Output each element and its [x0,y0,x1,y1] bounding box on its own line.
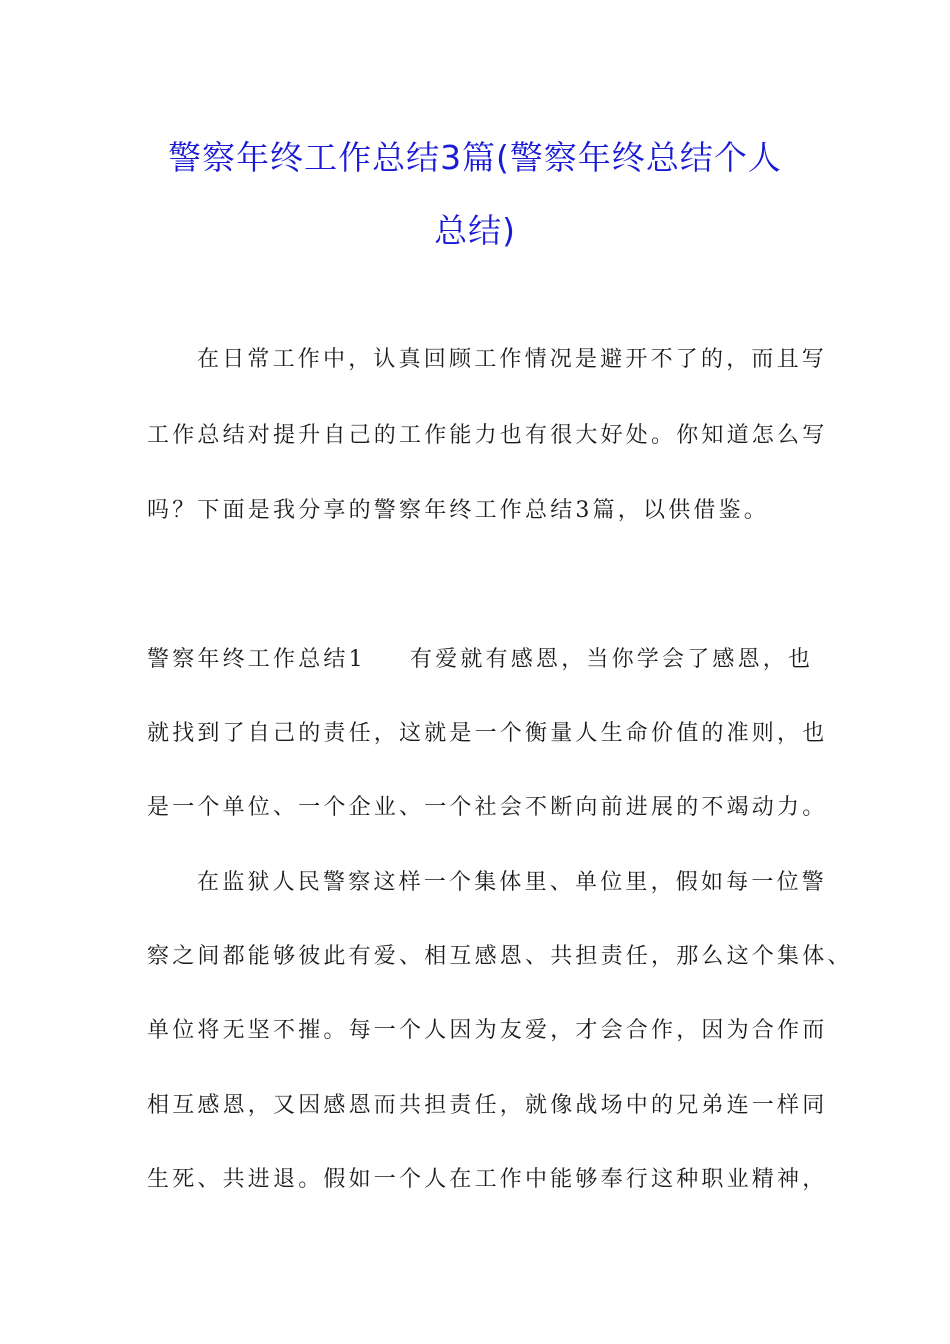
paragraph-line-5: 生死、共进退。假如一个人在工作中能够奉行这种职业精神， [147,1167,828,1192]
paragraph-line-3: 单位将无坚不摧。每一个人因为友爱，才会合作，因为合作而 [147,1018,828,1043]
section-line-3: 是一个单位、一个企业、一个社会不断向前进展的不竭动力。 [147,795,828,820]
intro-line-2: 工作总结对提升自己的工作能力也有很大好处。你知道怎么写 [147,423,828,448]
intro-line-1: 在日常工作中，认真回顾工作情况是避开不了的，而且写 [197,347,828,372]
intro-line-3: 吗？下面是我分享的警察年终工作总结3篇，以供借鉴。 [147,498,769,523]
section-heading: 警察年终工作总结1 [147,647,366,672]
section-line-2: 就找到了自己的责任，这就是一个衡量人生命价值的准则，也 [147,721,828,746]
paragraph-line-4: 相互感恩，又因感恩而共担责任，就像战场中的兄弟连一样同 [147,1093,828,1118]
paragraph-line-2: 察之间都能够彼此有爱、相互感恩、共担责任，那么这个集体、 [147,944,853,969]
section-first-line: 有爱就有感恩，当你学会了感恩，也 [410,647,814,672]
paragraph-line-1: 在监狱人民警察这样一个集体里、单位里，假如每一位警 [197,870,828,895]
document-title-line-1: 警察年终工作总结3篇(警察年终总结个人 [168,138,782,177]
document-title-line-2: 总结) [434,211,516,250]
